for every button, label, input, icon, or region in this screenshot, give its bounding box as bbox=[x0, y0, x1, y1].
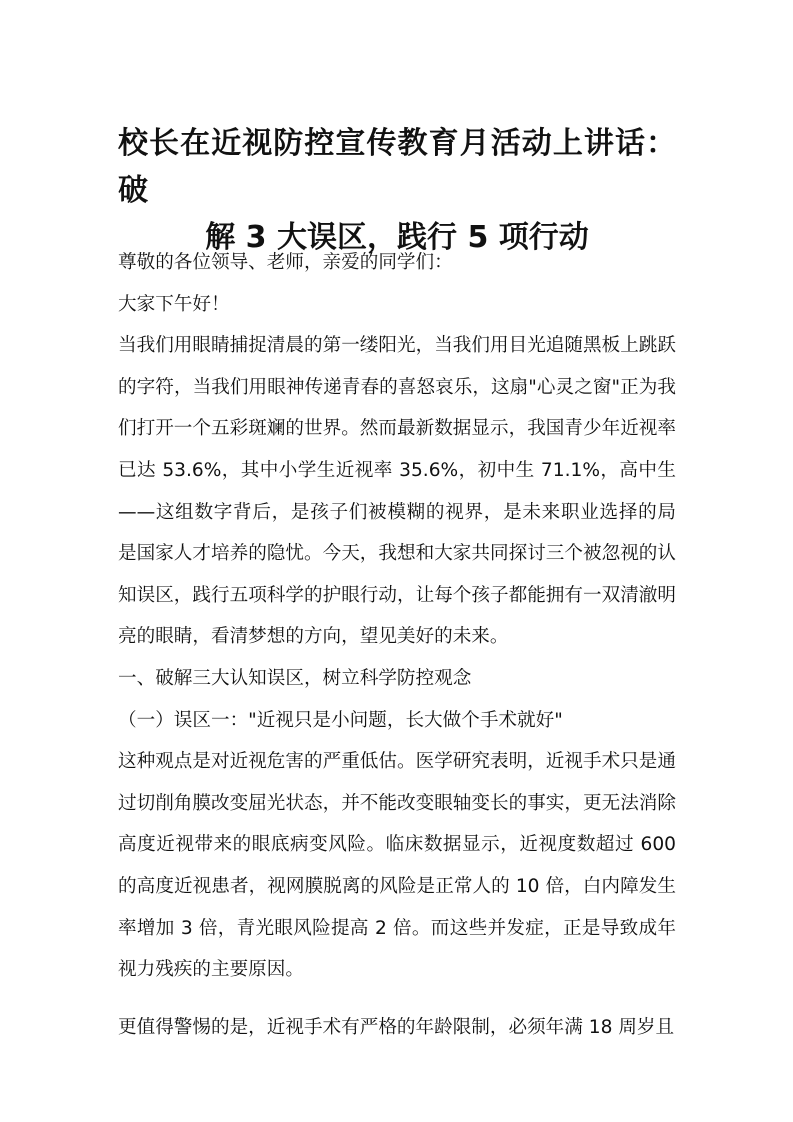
text-line: 一、破解三大认知误区，树立科学防控观念 bbox=[118, 667, 472, 689]
text-line: 过切削角膜改变屈光状态，并不能改变眼轴变长的事实，更无法消除 bbox=[118, 792, 676, 814]
paragraph-gap bbox=[118, 991, 676, 1007]
text-line: 已达 53.6%，其中小学生近视率 35.6%，初中生 71.1%，高中生 bbox=[118, 459, 676, 481]
text-line: 尊敬的各位领导、老师，亲爱的同学们： bbox=[118, 252, 453, 273]
text-line: 率增加 3 倍，青光眼风险提高 2 倍。而这些并发症，正是导致成年 bbox=[118, 917, 676, 939]
text-line: 高度近视带来的眼底病变风险。临床数据显示，近视度数超过 600 bbox=[118, 834, 676, 856]
paragraph bbox=[118, 325, 676, 658]
text-line: 视力残疾的主要原因。 bbox=[118, 959, 304, 981]
document-body bbox=[118, 242, 676, 1048]
text-line: 亮的眼睛，看清梦想的方向，望见美好的未来。 bbox=[118, 626, 509, 648]
text-line: 是国家人才培养的隐忧。今天，我想和大家共同探讨三个被忽视的认 bbox=[118, 543, 676, 565]
text-line: 的高度近视患者，视网膜脱离的风险是正常人的 10 倍，白内障发生 bbox=[118, 875, 676, 897]
text-line: 这种观点是对近视危害的严重低估。医学研究表明，近视手术只是通 bbox=[118, 751, 676, 773]
title-line-1: 校长在近视防控宣传教育月活动上讲话：破 bbox=[118, 126, 676, 208]
section-heading bbox=[118, 700, 676, 742]
text-line: ——这组数字背后，是孩子们被模糊的视界，是未来职业选择的局 bbox=[118, 501, 676, 523]
text-line: 知误区，践行五项科学的护眼行动，让每个孩子都能拥有一双清澈明 bbox=[118, 584, 676, 606]
text-line: 当我们用眼睛捕捉清晨的第一缕阳光，当我们用目光追随黑板上跳跃 bbox=[118, 335, 676, 357]
document-title bbox=[118, 120, 676, 261]
paragraph bbox=[118, 284, 676, 326]
text-line: 们打开一个五彩斑斓的世界。然而最新数据显示，我国青少年近视率 bbox=[118, 418, 676, 440]
paragraph bbox=[118, 741, 676, 991]
section-heading bbox=[118, 658, 676, 700]
text-line: 大家下午好！ bbox=[118, 293, 230, 315]
title-line-2: 解 3 大误区，践行 5 项行动 bbox=[205, 220, 589, 255]
text-line: 更值得警惕的是，近视手术有严格的年龄限制，必须年满 18 周岁且 bbox=[118, 1016, 675, 1038]
paragraph bbox=[118, 242, 676, 284]
text-line: 的字符，当我们用眼神传递青春的喜怒哀乐，这扇"心灵之窗"正为我 bbox=[118, 376, 676, 398]
text-line: （一）误区一："近视只是小问题，长大做个手术就好" bbox=[118, 709, 563, 731]
paragraph bbox=[118, 1007, 676, 1049]
